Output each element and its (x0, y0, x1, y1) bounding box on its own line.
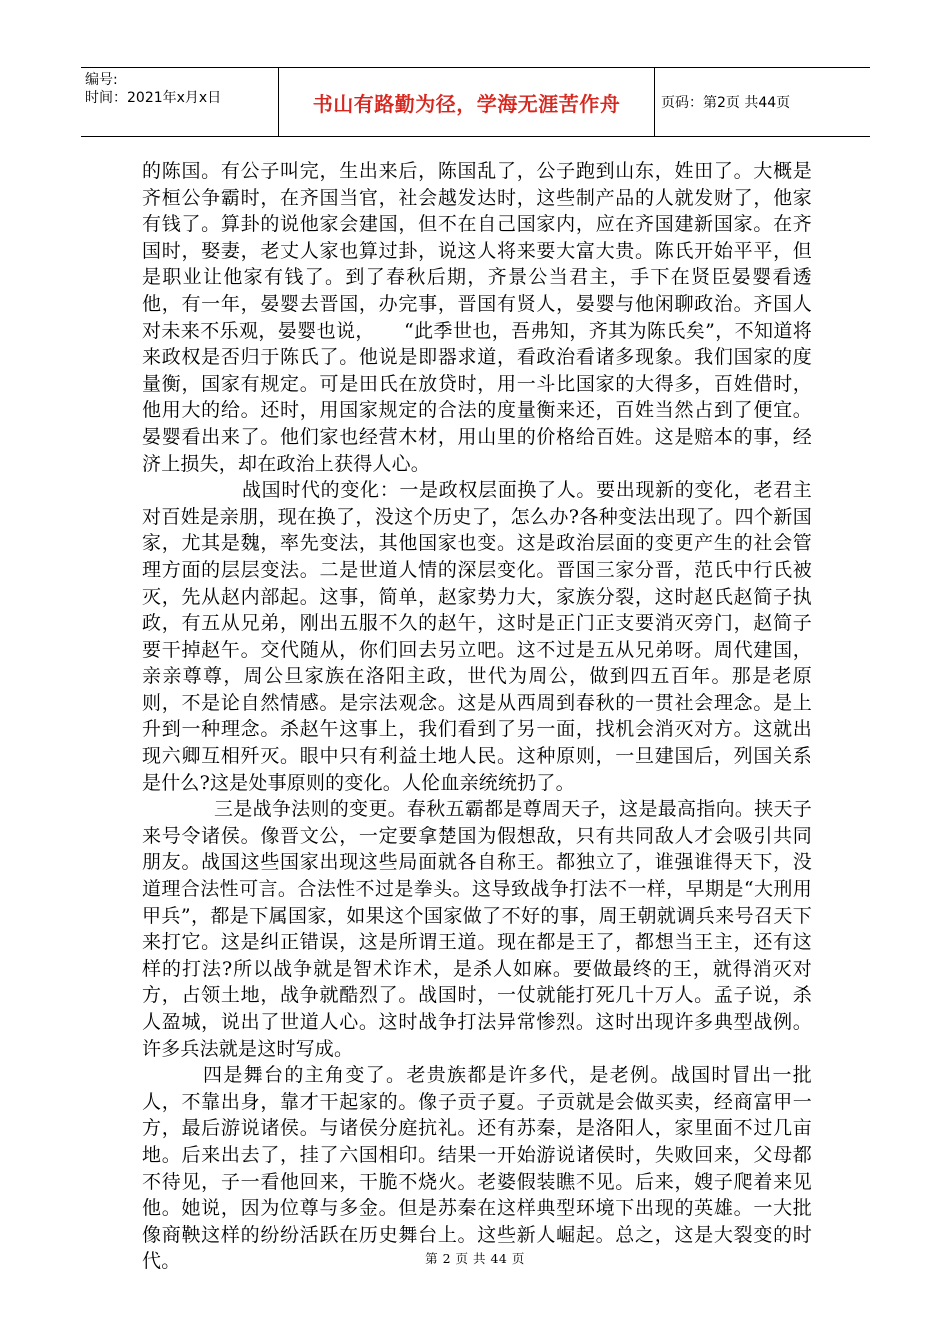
document-date: 时间：2021年x月x日 (85, 90, 222, 106)
document-body (142, 158, 812, 1275)
page-header (81, 67, 870, 137)
header-meta (81, 68, 279, 137)
page-footer: 第 2 页 共 44 页 (425, 1251, 525, 1266)
document-id-label: 编号: (85, 72, 118, 88)
header-motto: 书山有路勤为径，学海无涯苦作舟 (279, 68, 655, 137)
paragraph-war-rules: 三是战争法则的变更。春秋五霸都是尊周天子，这是最高指向。挟天子来号令诸侯。像晋文公，一定要拿楚国为假想敌，只有共同敌人才会吸引共同朋友。战国这些国家出现这些局面就各自称王。都独立了，谁强谁得天下，没道理合法性可言。合法性不过是拳头。这导致战争打法不一样，早期是“大刑用甲兵”，都是下属国家，如果这个国家做了不好的事，周王朝就调兵来号召天下来打它。这是纠正错误，这是所谓王道。现在都是王了，都想当王主，还有这样的打法?所以战争就是智术诈术，是杀人如麻。要做最终的王，就得消灭对方，占领土地，战争就酷烈了。战国时，一仗就能打死几十万人。孟子说，杀人盈城，说出了世道人心。这时战争打法异常惨烈。这时出现许多典型战例。许多兵法就是这时写成。 (142, 798, 812, 1060)
paragraph-warring-states-changes: 战国时代的变化：一是政权层面换了人。要出现新的变化，老君主对百姓是亲朋，现在换了，没这个历史了，怎么办?各种变法出现了。四个新国家，尤其是魏，率先变法，其他国家也变。这是政治层面的变更产生的社会管理方面的层层变法。二是世道人情的深层变化。晋国三家分晋，范氏中行氏被灭，先从赵内部起。这事，简单，赵家势力大，家族分裂，这时赵氏赵简子执政，有五从兄弟，刚出五服不久的赵午，这时是正门正支要消灭旁门，赵简子要干掉赵午。交代随从，你们回去另立吧。这不过是五从兄弟呀。周代建国，亲亲尊尊，周公旦家族在洛阳主政，世代为周公，做到四五百年。那是老原则，不是论自然情感。是宗法观念。这是从西周到春秋的一贯社会理念。是上升到一种理念。杀赵午这事上，我们看到了另一面，找机会消灭对方。这就出现六卿互相歼灭。眼中只有利益土地人民。这种原则，一旦建国后，列国关系是什么?这是处事原则的变化。人伦血亲统统扔了。 (142, 479, 812, 794)
header-page-number: 页码：第2页 共44页 (655, 68, 871, 137)
paragraph-chen-family: 的陈国。有公子叫完，生出来后，陈国乱了，公子跑到山东，姓田了。大概是齐桓公争霸时，在齐国当官，社会越发达时，这些制产品的人就发财了，他家有钱了。算卦的说他家会建国，但不在自己国家内，应在齐国建新国家。在齐国时，娶妻，老丈人家也算过卦，说这人将来要大富大贵。陈氏开始平平，但是职业让他家有钱了。到了春秋后期，齐景公当君主，手下在贤臣晏婴看透他，有一年，晏婴去晋国，办完事，晋国有贤人，晏婴与他闲聊政治。齐国人对未来不乐观，晏婴也说， “此季世也，吾弗知，齐其为陈氏矣”，不知道将来政权是否归于陈氏了。他说是即器求道，看政治看诸多现象。我们国家的度量衡，国家有规定。可是田氏在放贷时，用一斗比国家的大得多，百姓借时，他用大的给。还时，用国家规定的合法的度量衡来还，百姓当然占到了便宜。晏婴看出来了。他们家也经营木材，用山里的价格给百姓。这是赔本的事，经济上损失，却在政治上获得人心。 (142, 160, 812, 475)
paragraph-new-protagonists: 四是舞台的主角变了。老贵族都是许多代，是老例。战国时冒出一批人，不靠出身，靠才干起家的。像子贡子夏。子贡就是会做买卖，经商富甲一方，最后游说诸侯。与诸侯分庭抗礼。还有苏秦，是洛阳人，家里面不过几亩地。后来出去了，挂了六国相印。结果一开始游说诸侯时，失败回来，父母都不待见，子一看他回来，干脆不烧火。老婆假装瞧不见。后来，嫂子爬着来见他。她说，因为位尊与多金。但是苏秦在这样典型环境下出现的英雄。一大批像商鞅这样的纷纷活跃在历史舞台上。这些新人崛起。总之，这是大裂变的时代。 (142, 1064, 812, 1273)
